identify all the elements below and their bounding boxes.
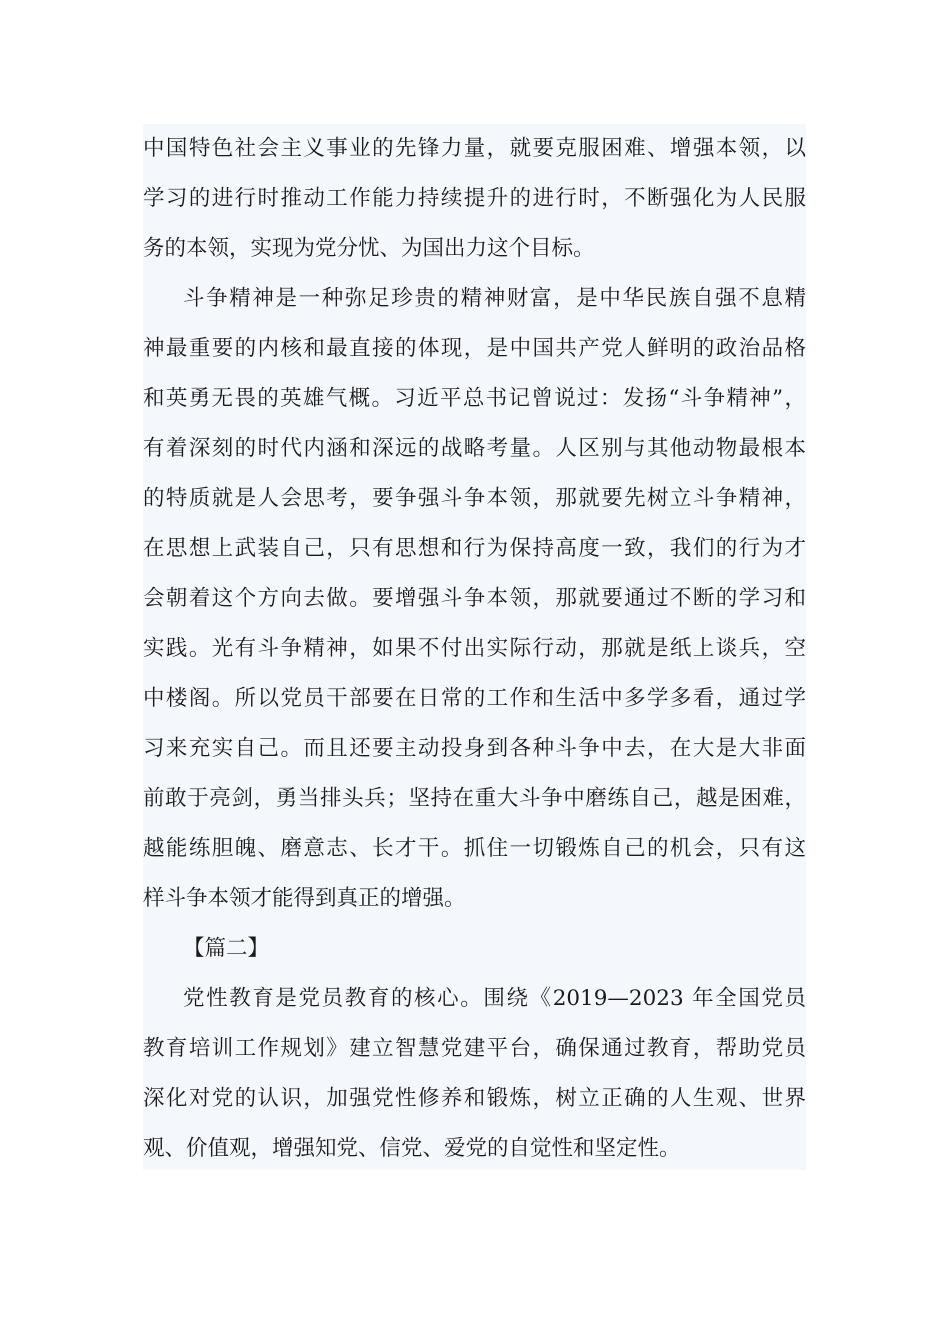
paragraph-line: 样斗争本领才能得到真正的增强。 (143, 886, 466, 911)
paragraph-line: 有着深刻的时代内涵和深远的战略考量。人区别与其他动物最根本 (143, 436, 806, 461)
paragraph-line: 观、价值观，增强知党、信党、爱党的自觉性和坚定性。 (143, 1136, 681, 1161)
paragraph-line: 教育培训工作规划》建立智慧党建平台，确保通过教育，帮助党员 (143, 1036, 806, 1061)
paragraph-line: 习来充实自己。而且还要主动投身到各种斗争中去，在大是大非面 (143, 736, 806, 761)
section-heading: 【篇二】 (183, 936, 270, 961)
paragraph-line: 在思想上武装自己，只有思想和行为保持高度一致，我们的行为才 (143, 536, 806, 561)
paragraph-line: 中国特色社会主义事业的先锋力量，就要克服困难、增强本领，以 (143, 136, 806, 161)
paragraph-line: 斗争精神是一种弥足珍贵的精神财富，是中华民族自强不息精 (183, 286, 806, 311)
paragraph-line: 务的本领，实现为党分忧、为国出力这个目标。 (143, 236, 595, 261)
paragraph-line: 和英勇无畏的英雄气概。习近平总书记曾说过：发扬“斗争精神”， (143, 386, 806, 411)
paragraph-line: 神最重要的内核和最直接的体现，是中国共产党人鲜明的政治品格 (143, 336, 806, 361)
paragraph-line: 会朝着这个方向去做。要增强斗争本领，那就要通过不断的学习和 (143, 586, 806, 611)
paragraph-line: 学习的进行时推动工作能力持续提升的进行时，不断强化为人民服 (143, 186, 806, 211)
paragraph-line: 前敢于亮剑，勇当排头兵；坚持在重大斗争中磨练自己，越是困难， (143, 786, 806, 811)
paragraph-line: 党性教育是党员教育的核心。围绕《2019—2023 年全国党员 (183, 986, 806, 1011)
paragraph-line: 越能练胆魄、磨意志、长才干。抓住一切锻炼自己的机会，只有这 (143, 836, 806, 861)
paragraph-line: 的特质就是人会思考，要争强斗争本领，那就要先树立斗争精神， (143, 486, 806, 511)
paragraph-line: 深化对党的认识，加强党性修养和锻炼，树立正确的人生观、世界 (143, 1086, 806, 1111)
paragraph-line: 实践。光有斗争精神，如果不付出实际行动，那就是纸上谈兵，空 (143, 636, 806, 661)
paragraph-line: 中楼阁。所以党员干部要在日常的工作和生活中多学多看，通过学 (143, 686, 806, 711)
